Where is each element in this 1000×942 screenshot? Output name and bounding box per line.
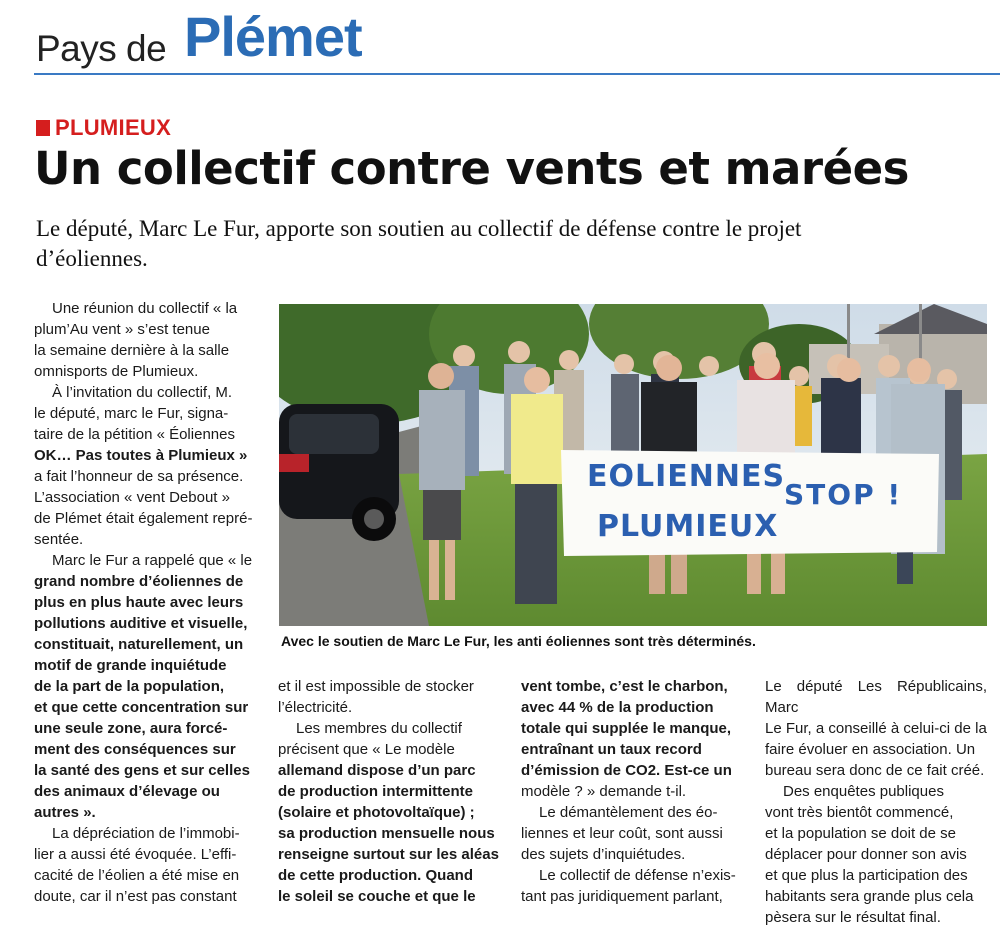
paragraph xyxy=(278,718,500,907)
text-line: sa production mensuelle nous xyxy=(278,825,495,842)
text-line: motif de grande inquiétude xyxy=(34,657,227,674)
text-line: liennes et leur coût, sont aussi xyxy=(521,825,723,842)
text-line: bureau sera donc de ce fait créé. xyxy=(765,762,985,779)
section-title: Plémet xyxy=(184,5,362,68)
paragraph xyxy=(34,298,256,382)
kicker-square-icon xyxy=(36,120,50,136)
text-line: modèle ? » demande t-il. xyxy=(521,783,687,800)
article-kicker xyxy=(36,115,171,141)
newspaper-section-header xyxy=(36,5,1000,74)
text-line: vont très bientôt commencé, xyxy=(765,804,954,821)
text-line: ment des conséquences sur xyxy=(34,741,236,758)
paragraph xyxy=(34,550,256,823)
text-line: grand nombre d’éoliennes de xyxy=(34,573,244,590)
paragraph xyxy=(521,676,743,802)
text-line: d’émission de CO2. Est-ce un xyxy=(521,762,732,779)
text-line: et il est impossible de stocker xyxy=(278,678,474,695)
text-line: de Plémet était également repré- xyxy=(34,510,253,527)
text-line: des sujets d’inquiétudes. xyxy=(521,846,686,863)
text-line: cacité de l’éolien a été mise en xyxy=(34,867,240,884)
text-line: pèsera sur le résultat final. xyxy=(765,909,941,926)
banner-line-plumieux: PLUMIEUX xyxy=(597,509,779,544)
text-line: habitants sera grande plus cela xyxy=(765,888,974,905)
text-line: plum’Au vent » s’est tenue xyxy=(34,321,210,338)
text-line: La dépréciation de l’immobi- xyxy=(52,825,240,842)
text-line: Les membres du collectif xyxy=(296,720,462,737)
paragraph xyxy=(34,382,256,550)
text-line: autres ». xyxy=(34,804,96,821)
lead-line: d’éoliennes. xyxy=(36,246,148,271)
text-line: une seule zone, aura forcé- xyxy=(34,720,228,737)
text-line: Le démantèlement des éo- xyxy=(539,804,718,821)
paragraph xyxy=(765,781,987,928)
paragraph xyxy=(521,865,743,907)
text-line: Le collectif de défense n’exis- xyxy=(539,867,736,884)
header-divider xyxy=(34,73,1000,75)
text-line: de la part de la population, xyxy=(34,678,225,695)
text-line: et la population se doit de se xyxy=(765,825,956,842)
text-line: Une réunion du collectif « la xyxy=(52,300,238,317)
text-line: omnisports de Plumieux. xyxy=(34,363,199,380)
text-line: avec 44 % de la production xyxy=(521,699,714,716)
text-line: totale qui supplée le manque, xyxy=(521,720,732,737)
text-line: Marc le Fur a rappelé que « le xyxy=(52,552,253,569)
text-line: tant pas juridiquement parlant, xyxy=(521,888,723,905)
text-line: et que cette concentration sur xyxy=(34,699,249,716)
article-column-2 xyxy=(278,676,500,907)
paragraph xyxy=(34,823,256,907)
paragraph xyxy=(278,676,500,718)
text-line: L’association « vent Debout » xyxy=(34,489,230,506)
text-line: allemand dispose d’un parc xyxy=(278,762,476,779)
text-line: OK… Pas toutes à Plumieux » xyxy=(34,447,248,464)
section-prefix: Pays de xyxy=(36,28,167,69)
text-line: déplacer pour donner son avis xyxy=(765,846,967,863)
text-line: doute, car il n’est pas constant xyxy=(34,888,237,905)
text-line: lier a aussi été évoquée. L’effi- xyxy=(34,846,237,863)
text-line: la santé des gens et sur celles xyxy=(34,762,250,779)
text-line: taire de la pétition « Éoliennes xyxy=(34,426,235,443)
text-line: Le député Les Républicains, Marc xyxy=(765,678,987,716)
text-line: plus en plus haute avec leurs xyxy=(34,594,244,611)
kicker-label: PLUMIEUX xyxy=(55,115,172,140)
text-line: l’électricité. xyxy=(278,699,353,716)
text-line: Des enquêtes publiques xyxy=(783,783,944,800)
text-line: des animaux d’élevage ou xyxy=(34,783,220,800)
text-line: constituait, naturellement, un xyxy=(34,636,244,653)
text-line: de cette production. Quand xyxy=(278,867,474,884)
text-line: précisent que « Le modèle xyxy=(278,741,455,758)
text-line: faire évoluer en association. Un xyxy=(765,741,976,758)
text-line: de production intermittente xyxy=(278,783,473,800)
banner-line-eoliennes: EOLIENNES xyxy=(587,459,786,494)
text-line: (solaire et photovoltaïque) ; xyxy=(278,804,475,821)
article-lead xyxy=(36,214,976,274)
text-line: pollutions auditive et visuelle, xyxy=(34,615,248,632)
banner-line-stop: STOP ! xyxy=(784,478,903,511)
text-line: a fait l’honneur de sa présence. xyxy=(34,468,244,485)
text-line: sentée. xyxy=(34,531,84,548)
article-headline: Un collectif contre vents et marées xyxy=(34,142,909,195)
text-line: renseigne surtout sur les aléas xyxy=(278,846,499,863)
text-line: vent tombe, c’est le charbon, xyxy=(521,678,728,695)
paragraph xyxy=(765,676,987,781)
text-line: Le Fur, a conseillé à celui-ci de la xyxy=(765,720,987,737)
text-line: le député, marc le Fur, signa- xyxy=(34,405,229,422)
text-line: le soleil se couche et que le xyxy=(278,888,476,905)
text-line: entraînant un taux record xyxy=(521,741,702,758)
article-column-3 xyxy=(521,676,743,907)
article-column-4 xyxy=(765,676,987,928)
text-line: la semaine dernière à la salle xyxy=(34,342,230,359)
group-photo-illustration xyxy=(279,304,987,626)
text-line: et que plus la participation des xyxy=(765,867,968,884)
article-column-1 xyxy=(34,298,256,907)
text-line: À l’invitation du collectif, M. xyxy=(52,384,233,401)
article-photo xyxy=(279,304,987,626)
photo-caption: Avec le soutien de Marc Le Fur, les anti éoliennes sont très déterminés. xyxy=(281,633,756,649)
lead-line: Le député, Marc Le Fur, apporte son soutien au collectif de défense contre le projet xyxy=(36,216,802,241)
paragraph xyxy=(521,802,743,865)
protest-banner xyxy=(561,450,939,556)
